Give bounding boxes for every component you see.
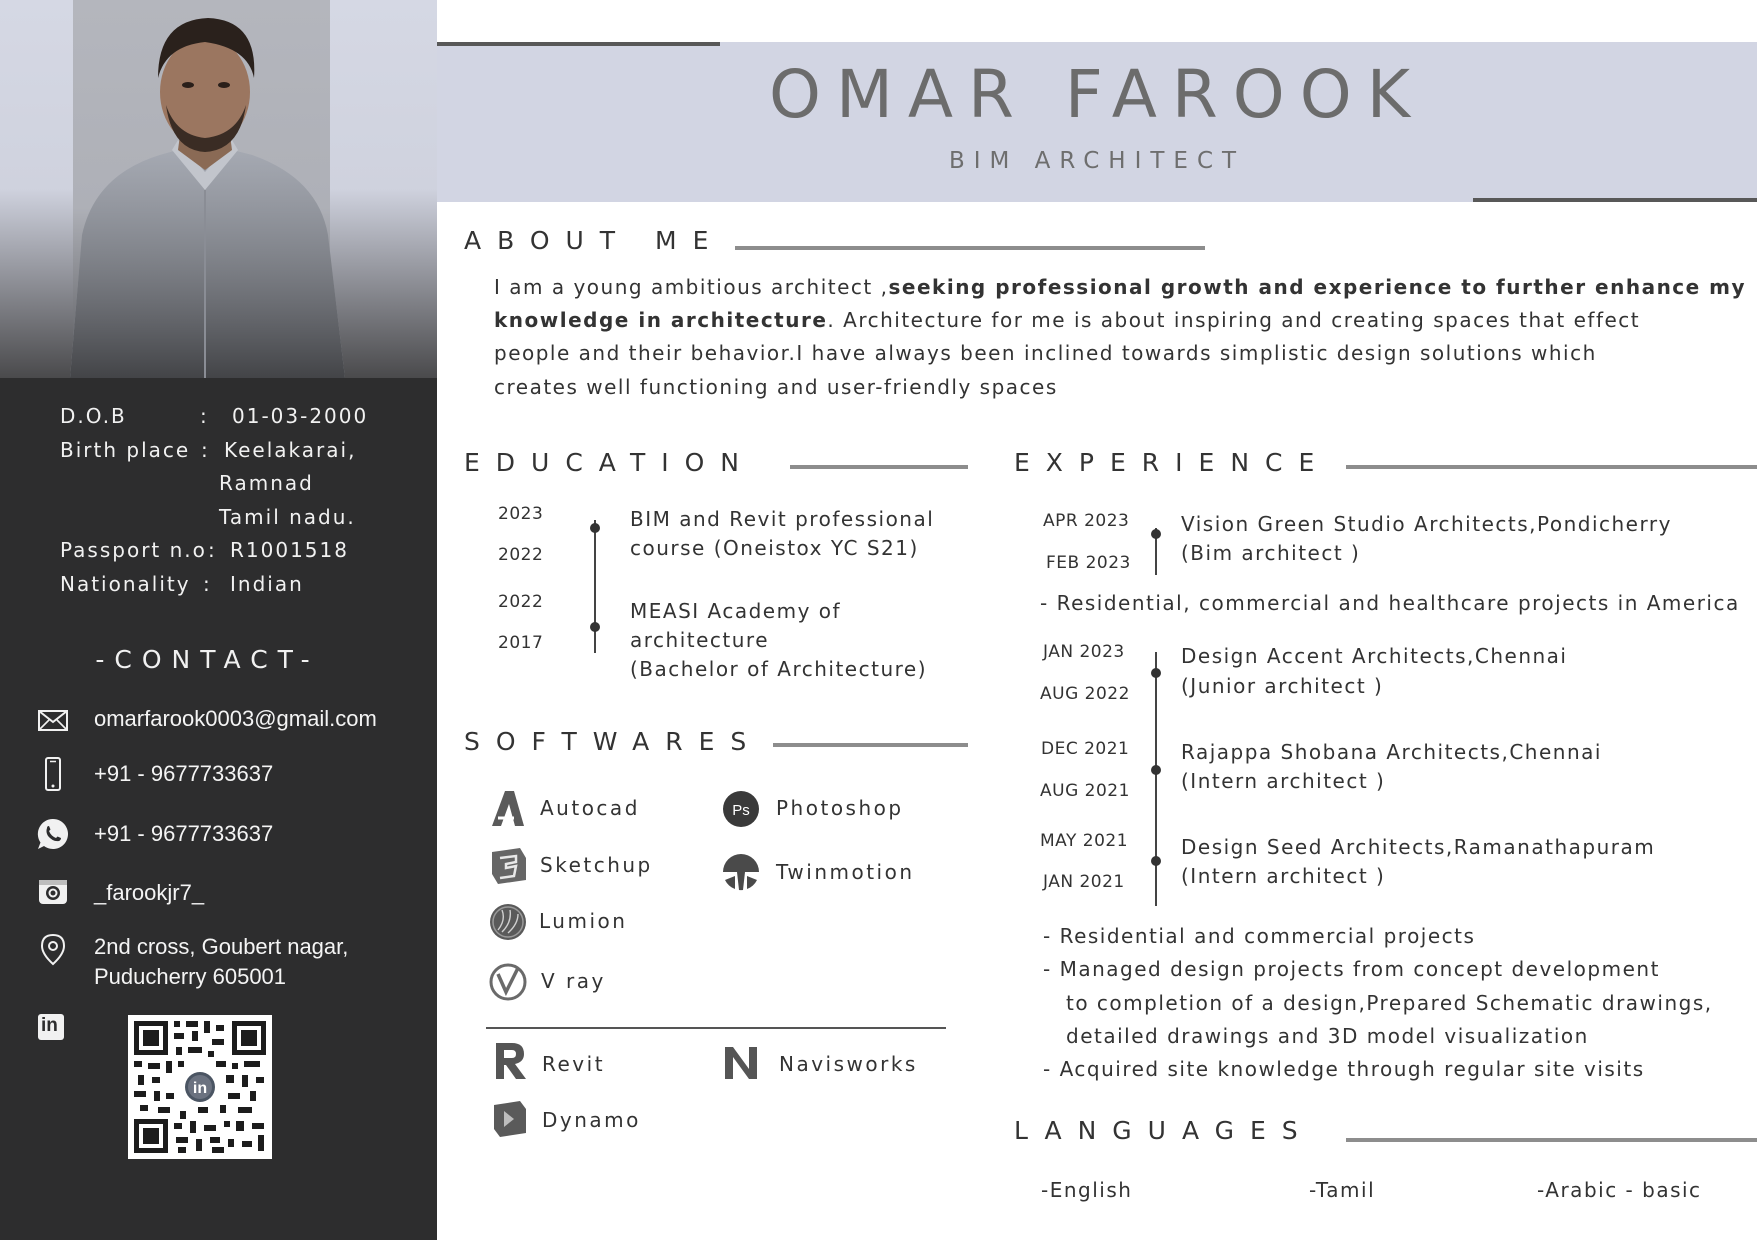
- education-2-start-year: 2017: [498, 633, 544, 653]
- passport-value: R1001518: [230, 538, 349, 562]
- experience-4-company: Design Seed Architects,Ramanathapuram: [1181, 835, 1656, 859]
- experience-timeline: [1155, 652, 1157, 906]
- experience-bullet-3: - Acquired site knowledge through regular site visits: [1043, 1057, 1645, 1081]
- languages-heading-rule: [1346, 1138, 1757, 1142]
- dob-label: D.O.B: [60, 404, 127, 428]
- education-2-dot: [590, 622, 600, 632]
- softwares-divider: [486, 1027, 946, 1029]
- experience-3-dot: [1151, 765, 1161, 775]
- softwares-heading: SOFTWARES: [464, 727, 763, 756]
- experience-bullet-2-cont-1: to completion of a design,Prepared Schematic drawings,: [1066, 991, 1713, 1015]
- qr-linkedin-badge: in: [192, 1080, 208, 1097]
- experience-1-end-date: APR 2023: [1043, 511, 1130, 531]
- experience-2-end-date: JAN 2023: [1043, 642, 1125, 662]
- software-photoshop: Photoshop: [776, 796, 904, 820]
- language-tamil: -Tamil: [1309, 1178, 1376, 1202]
- software-autocad: Autocad: [540, 796, 640, 820]
- address-line2: Puducherry 605001: [94, 964, 287, 989]
- autocad-icon: [488, 788, 528, 828]
- linkedin-icon[interactable]: [38, 1014, 64, 1040]
- profile-photo: [0, 0, 437, 378]
- phone-icon: [36, 757, 70, 791]
- experience-3-start-date: AUG 2021: [1040, 781, 1130, 801]
- education-2-line1: MEASI Academy of: [630, 599, 842, 623]
- software-revit: Revit: [542, 1052, 606, 1076]
- experience-1-dot: [1151, 529, 1161, 539]
- sketchup-icon: [488, 846, 528, 886]
- mail-icon: [36, 703, 70, 737]
- dob-value: 01-03-2000: [232, 404, 369, 428]
- linkedin-icon-label: in: [41, 1015, 58, 1036]
- softwares-heading-rule: [773, 743, 968, 747]
- nationality-label: Nationality: [60, 572, 191, 596]
- experience-heading: EXPERIENCE: [1014, 448, 1331, 477]
- photoshop-icon-text: Ps: [732, 802, 750, 819]
- linkedin-qr-code[interactable]: [128, 1015, 272, 1159]
- experience-bullet-2: - Managed design projects from concept development: [1043, 957, 1660, 981]
- experience-4-dot: [1151, 856, 1161, 866]
- about-line-1-bold: seeking professional growth and experience to further enhance my: [888, 275, 1747, 299]
- photoshop-icon: [721, 789, 761, 829]
- header-accent-line-left: [437, 42, 720, 46]
- vray-icon: [488, 962, 528, 1002]
- language-english: -English: [1041, 1178, 1133, 1202]
- about-line-4: creates well functioning and user-friendly spaces: [494, 375, 1058, 399]
- experience-1-note: - Residential, commercial and healthcare projects in America: [1040, 591, 1740, 615]
- experience-4-end-date: MAY 2021: [1040, 831, 1129, 851]
- birth-place-separator: :: [201, 438, 210, 462]
- birth-place-label: Birth place: [60, 438, 191, 462]
- languages-heading: LANGUAGES: [1014, 1116, 1314, 1145]
- whatsapp-icon: [36, 817, 70, 851]
- header-accent-line-right: [1473, 198, 1757, 202]
- about-line-1: [494, 275, 1746, 299]
- about-heading-rule: [735, 246, 1205, 250]
- about-line-2-plain: . Architecture for me is about inspiring and creating spaces that effect: [827, 308, 1641, 332]
- location-pin-icon: [36, 933, 70, 967]
- experience-bullet-2-cont-2: detailed drawings and 3D model visualization: [1066, 1024, 1589, 1048]
- education-2-line2: architecture: [630, 628, 770, 652]
- education-1-start-year: 2022: [498, 545, 544, 565]
- passport-label: Passport n.o: [60, 538, 207, 562]
- software-lumion: Lumion: [539, 909, 628, 933]
- lumion-icon: [488, 902, 528, 942]
- twinmotion-icon: [721, 852, 761, 892]
- experience-2-start-date: AUG 2022: [1040, 684, 1130, 704]
- birth-place-line2: Ramnad: [219, 471, 314, 495]
- experience-4-role: (Intern architect ): [1181, 864, 1386, 888]
- email-link[interactable]: omarfarook0003@gmail.com: [94, 706, 377, 731]
- experience-3-role: (Intern architect ): [1181, 769, 1386, 793]
- dob-separator: :: [200, 404, 209, 428]
- about-line-2-bold: knowledge in architecture: [494, 308, 828, 332]
- about-line-2: [494, 308, 1640, 332]
- experience-2-company: Design Accent Architects,Chennai: [1181, 644, 1568, 668]
- navisworks-icon: [721, 1043, 761, 1083]
- whatsapp-number[interactable]: +91 - 9677733637: [94, 821, 274, 846]
- about-heading: ABOUT ME: [464, 226, 725, 255]
- experience-2-dot: [1151, 668, 1161, 678]
- education-heading: EDUCATION: [464, 448, 755, 477]
- contact-heading: -CONTACT-: [95, 645, 320, 674]
- education-1-dot: [590, 523, 600, 533]
- education-1-line2: course (Oneistox YC S21): [630, 536, 919, 560]
- software-navisworks: Navisworks: [779, 1052, 918, 1076]
- phone-number[interactable]: +91 - 9677733637: [94, 761, 274, 786]
- education-timeline: [594, 520, 596, 653]
- address-line1: 2nd cross, Goubert nagar,: [94, 934, 349, 959]
- about-line-3: people and their behavior.I have always been inclined towards simplistic design solutions which: [494, 341, 1597, 365]
- instagram-icon: [36, 874, 70, 908]
- nationality-value: Indian: [230, 572, 304, 596]
- candidate-role: BIM ARCHITECT: [948, 148, 1246, 174]
- education-2-end-year: 2022: [498, 592, 544, 612]
- software-sketchup: Sketchup: [540, 853, 653, 877]
- education-1-line1: BIM and Revit professional: [630, 507, 935, 531]
- experience-3-end-date: DEC 2021: [1041, 739, 1130, 759]
- passport-separator: :: [208, 538, 217, 562]
- language-arabic: -Arabic - basic: [1537, 1178, 1702, 1202]
- experience-3-company: Rajappa Shobana Architects,Chennai: [1181, 740, 1602, 764]
- person-silhouette: [0, 0, 437, 378]
- experience-1-role: (Bim architect ): [1181, 541, 1361, 565]
- birth-place-line3: Tamil nadu.: [219, 505, 356, 529]
- experience-heading-rule: [1346, 465, 1757, 469]
- instagram-handle[interactable]: _farookjr7_: [94, 880, 205, 905]
- experience-1-start-date: FEB 2023: [1046, 553, 1131, 573]
- dynamo-icon: [490, 1099, 530, 1139]
- education-2-line3: (Bachelor of Architecture): [630, 657, 928, 681]
- nationality-separator: :: [203, 572, 212, 596]
- experience-4-start-date: JAN 2021: [1043, 872, 1125, 892]
- software-dynamo: Dynamo: [542, 1108, 641, 1132]
- software-twinmotion: Twinmotion: [776, 860, 915, 884]
- revit-icon: [490, 1041, 530, 1081]
- experience-2-role: (Junior architect ): [1181, 674, 1384, 698]
- birth-place-line1: Keelakarai,: [224, 438, 357, 462]
- education-1-end-year: 2023: [498, 504, 544, 524]
- experience-1-company: Vision Green Studio Architects,Pondicherry: [1181, 512, 1672, 536]
- qr-code-graphic: [128, 1015, 272, 1159]
- about-line-1-plain: I am a young ambitious architect ,: [494, 275, 889, 299]
- education-heading-rule: [790, 465, 968, 469]
- software-vray: V ray: [541, 969, 606, 993]
- experience-bullet-1: - Residential and commercial projects: [1043, 924, 1476, 948]
- candidate-name: OMAR FAROOK: [769, 56, 1425, 133]
